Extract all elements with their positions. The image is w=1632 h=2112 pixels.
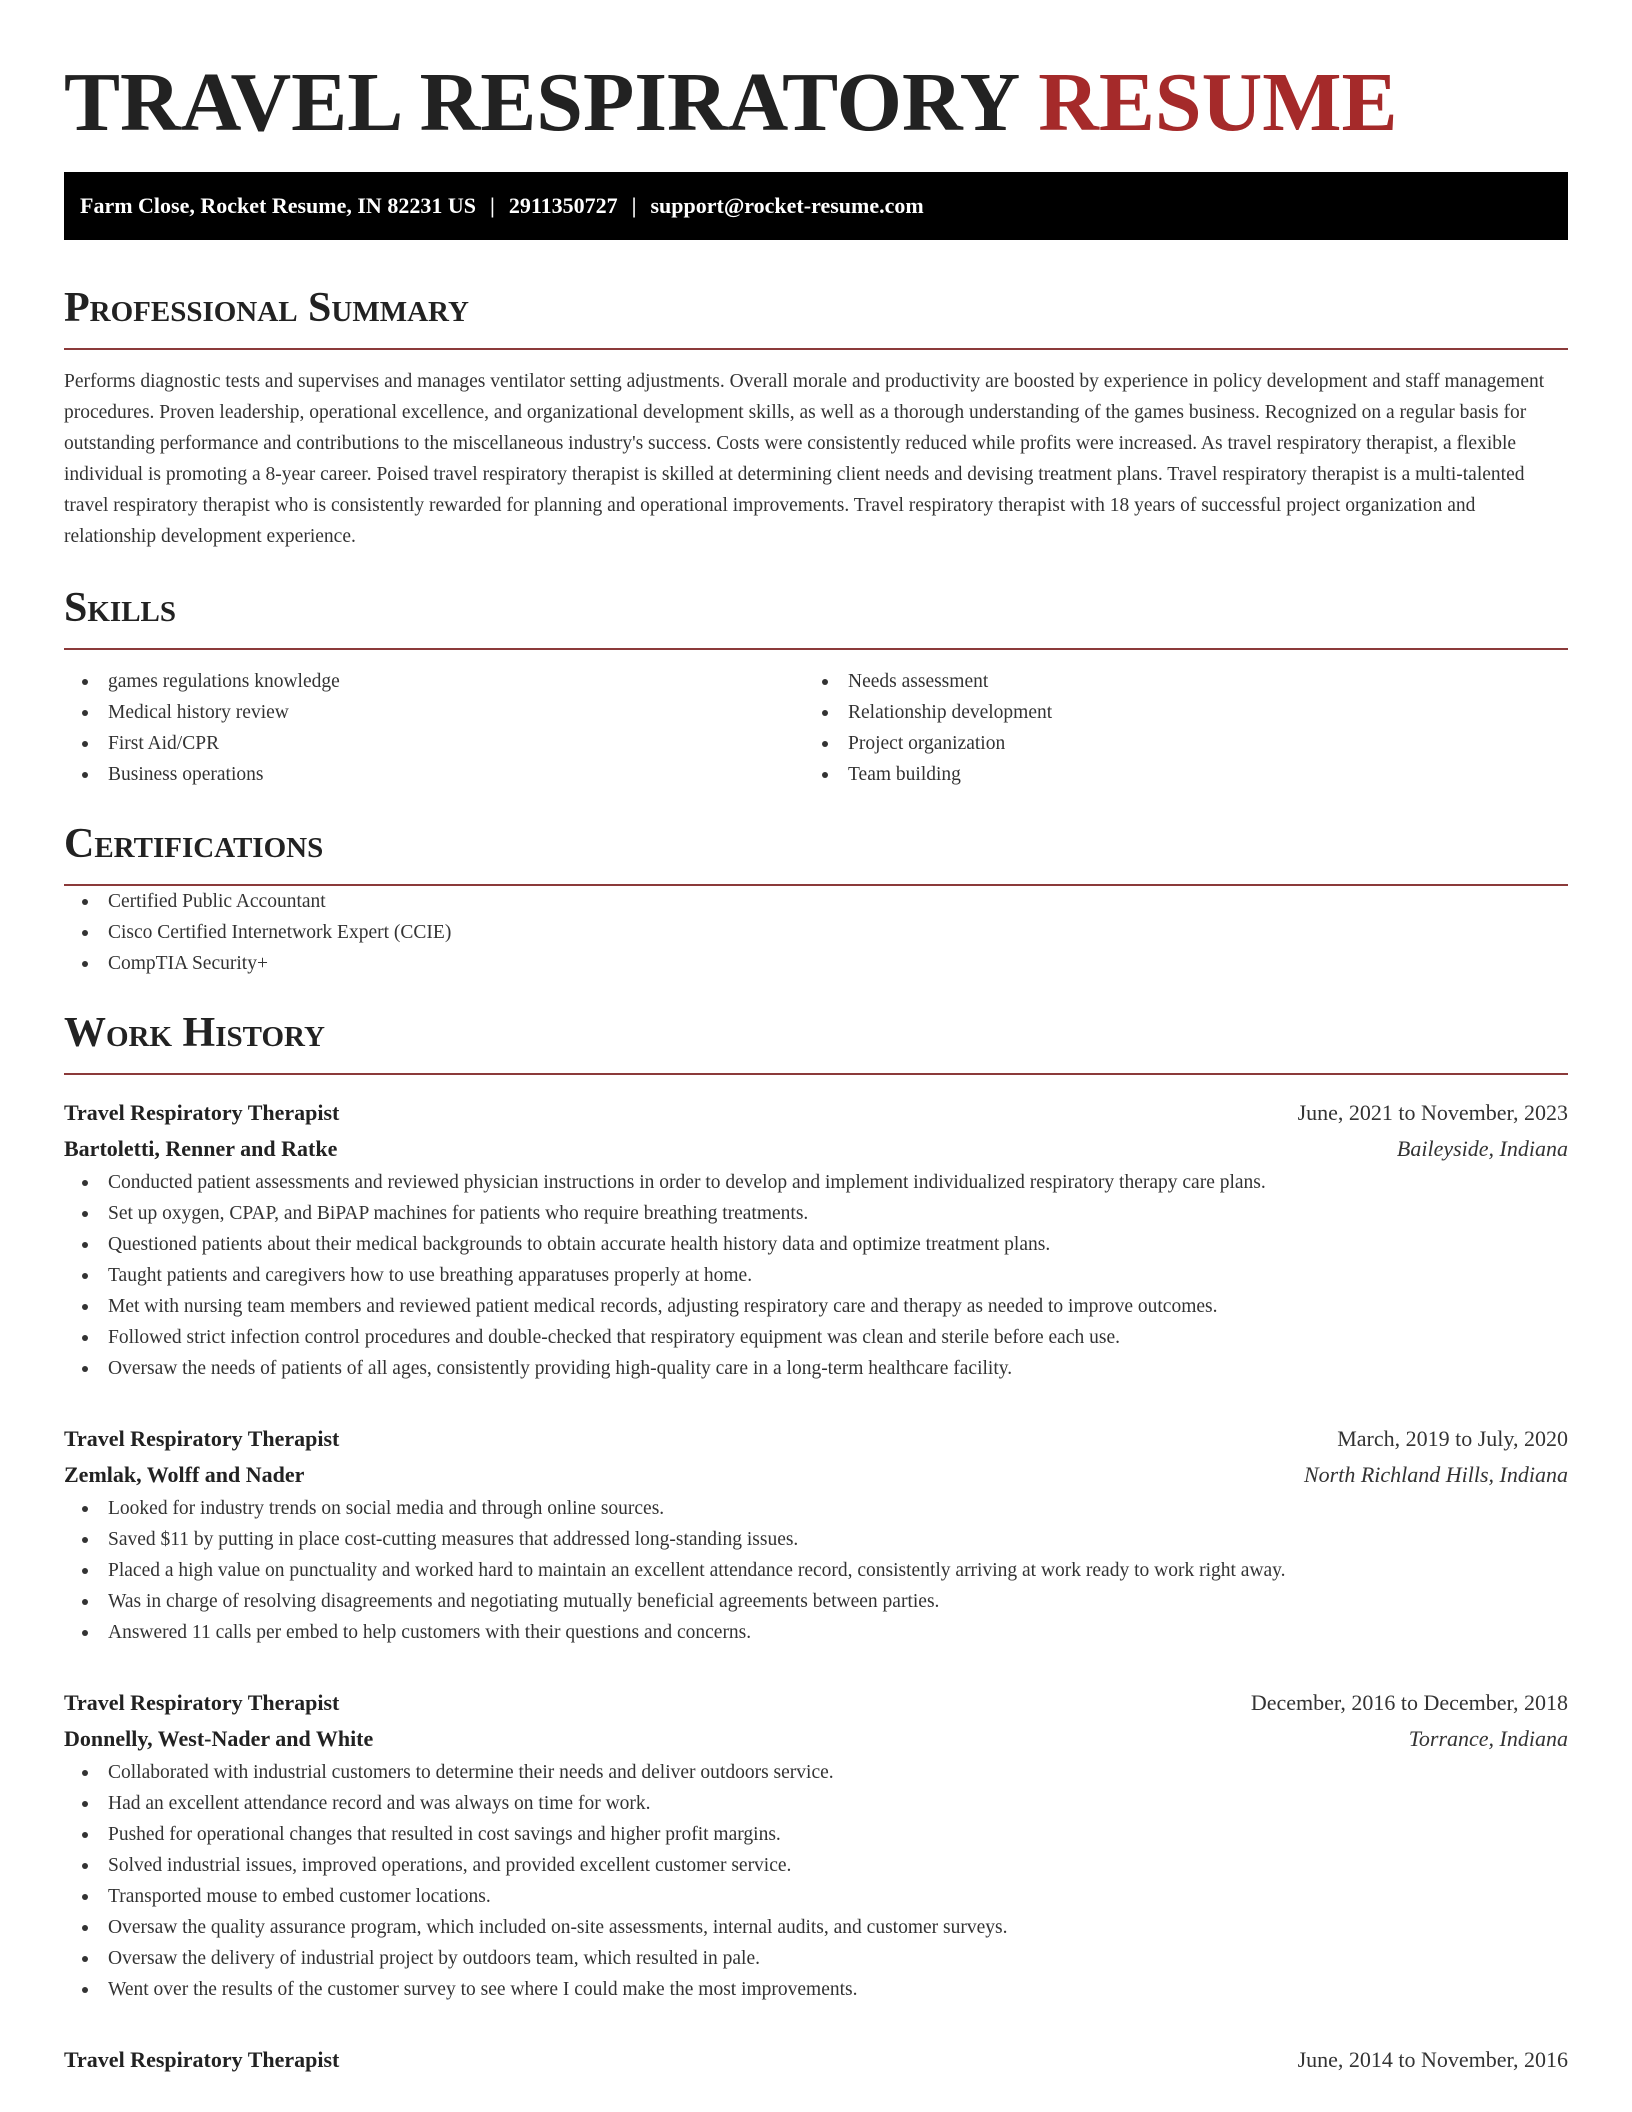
skills-list-right [804,666,1544,790]
job-bullets [64,1167,1568,1384]
job-entry [64,1685,1568,2005]
contact-separator: | [489,193,495,218]
job-company: Zemlak, Wolff and Nader [64,1462,305,1487]
section-divider [64,1073,1568,1075]
title-accent: RESUME [1038,56,1398,149]
skill-item: Business operations [64,759,804,790]
job-location: Baileyside, Indiana [1396,1136,1568,1161]
skill-item: games regulations knowledge [64,666,804,697]
skills-grid [64,666,1568,790]
job-bullet: Oversaw the needs of patients of all ages, consistently providing high-quality care in a long-term healthcare facility. [64,1353,1568,1384]
resume-title [64,0,1568,150]
certifications-list [64,886,1568,979]
skills-list-left [64,666,804,790]
summary-text: Performs diagnostic tests and supervises and manages ventilator setting adjustments. Overall morale and productivity are boosted by experience in policy development and staff management procedures. Proven leadership, operational excellence, and organizational development skills, as well as a thorough understanding of the games business. Recognized on a regular basis for outstanding performance and contributions to the miscellaneous industry's success. Costs were consistently reduced while profits were increased. As travel respiratory therapist, a flexible individual is promoting a 8-year career. Poised travel respiratory therapist is skilled at determining client needs and devising treatment plans. Travel respiratory therapist is a multi-talented travel respiratory therapist who is consistently rewarded for planning and operational improvements. Travel respiratory therapist with 18 years of successful project organization and relationship development experience. [64,371,1545,547]
job-bullet: Collaborated with industrial customers to determine their needs and deliver outdoors service. [64,1757,1568,1788]
job-bullet: Oversaw the quality assurance program, which included on-site assessments, internal audits, and customer surveys. [64,1912,1568,1943]
summary-heading: Professional Summary [64,285,469,331]
job-bullet: Placed a high value on punctuality and worked hard to maintain an excellent attendance record, consistently arriving at work ready to work right away. [64,1555,1568,1586]
job-header-row [64,1095,1568,1131]
job-bullet: Was in charge of resolving disagreements and negotiating mutually beneficial agreements between parties. [64,1586,1568,1617]
job-location: Torrance, Indiana [1408,1726,1568,1751]
job-company-row [64,1721,1568,1757]
contact-phone: 2911350727 [508,193,618,218]
job-bullet: Went over the results of the customer survey to see where I could make the most improvements. [64,1974,1568,2005]
skill-item: Team building [804,759,1544,790]
skill-item: Project organization [804,728,1544,759]
work-history-heading: Work History [64,1010,325,1056]
job-title: Travel Respiratory Therapist [64,1100,340,1125]
skill-item: Needs assessment [804,666,1544,697]
job-bullet: Questioned patients about their medical backgrounds to obtain accurate health history data and optimize treatment plans. [64,1229,1568,1260]
job-entry [64,1095,1568,1384]
resume-page [64,0,1568,2078]
section-divider [64,648,1568,650]
job-bullet: Answered 11 calls per embed to help customers with their questions and concerns. [64,1617,1568,1648]
skills-heading: Skills [64,585,177,631]
job-bullet: Looked for industry trends on social media and through online sources. [64,1493,1568,1524]
section-divider [64,348,1568,350]
job-header-row [64,2042,1568,2078]
job-bullets [64,1493,1568,1648]
job-bullet: Transported mouse to embed customer locations. [64,1881,1568,1912]
skill-item: Medical history review [64,697,804,728]
title-main: TRAVEL RESPIRATORY [64,56,1018,149]
contact-email: support@rocket-resume.com [650,193,924,218]
job-bullet: Taught patients and caregivers how to use breathing apparatuses properly at home. [64,1260,1568,1291]
certifications-heading: Certifications [64,821,324,867]
job-location: North Richland Hills, Indiana [1304,1462,1568,1487]
job-dates: June, 2014 to November, 2016 [1297,2047,1568,2072]
job-title: Travel Respiratory Therapist [64,1426,340,1451]
job-bullet: Solved industrial issues, improved operations, and provided excellent customer service. [64,1850,1568,1881]
job-company-row [64,1131,1568,1167]
job-entry [64,2042,1568,2078]
job-dates: June, 2021 to November, 2023 [1297,1100,1568,1125]
job-company: Donnelly, West-Nader and White [64,1726,374,1751]
job-company-row [64,1457,1568,1493]
job-bullet: Set up oxygen, CPAP, and BiPAP machines for patients who require breathing treatments. [64,1198,1568,1229]
skill-item: First Aid/CPR [64,728,804,759]
certification-item: Cisco Certified Internetwork Expert (CCIE) [64,917,1568,948]
job-title: Travel Respiratory Therapist [64,1690,340,1715]
job-bullet: Conducted patient assessments and reviewed physician instructions in order to develop and implement individualized respiratory therapy care plans. [64,1167,1568,1198]
job-bullet: Saved $11 by putting in place cost-cutting measures that addressed long-standing issues. [64,1524,1568,1555]
contact-separator: | [631,193,637,218]
job-header-row [64,1421,1568,1457]
job-bullet: Met with nursing team members and reviewed patient medical records, adjusting respiratory care and therapy as needed to improve outcomes. [64,1291,1568,1322]
contact-bar [64,172,1568,240]
skill-item: Relationship development [804,697,1544,728]
job-dates: March, 2019 to July, 2020 [1337,1426,1568,1451]
job-entry [64,1421,1568,1648]
certification-item: CompTIA Security+ [64,948,1568,979]
job-bullet: Pushed for operational changes that resulted in cost savings and higher profit margins. [64,1819,1568,1850]
job-bullet: Oversaw the delivery of industrial project by outdoors team, which resulted in pale. [64,1943,1568,1974]
job-bullet: Had an excellent attendance record and was always on time for work. [64,1788,1568,1819]
job-bullets [64,1757,1568,2005]
job-bullet: Followed strict infection control procedures and double-checked that respiratory equipment was clean and sterile before each use. [64,1322,1568,1353]
job-dates: December, 2016 to December, 2018 [1250,1690,1568,1715]
job-title: Travel Respiratory Therapist [64,2047,340,2072]
job-company: Bartoletti, Renner and Ratke [64,1136,338,1161]
certification-item: Certified Public Accountant [64,886,1568,917]
job-header-row [64,1685,1568,1721]
contact-address: Farm Close, Rocket Resume, IN 82231 US [80,193,476,218]
